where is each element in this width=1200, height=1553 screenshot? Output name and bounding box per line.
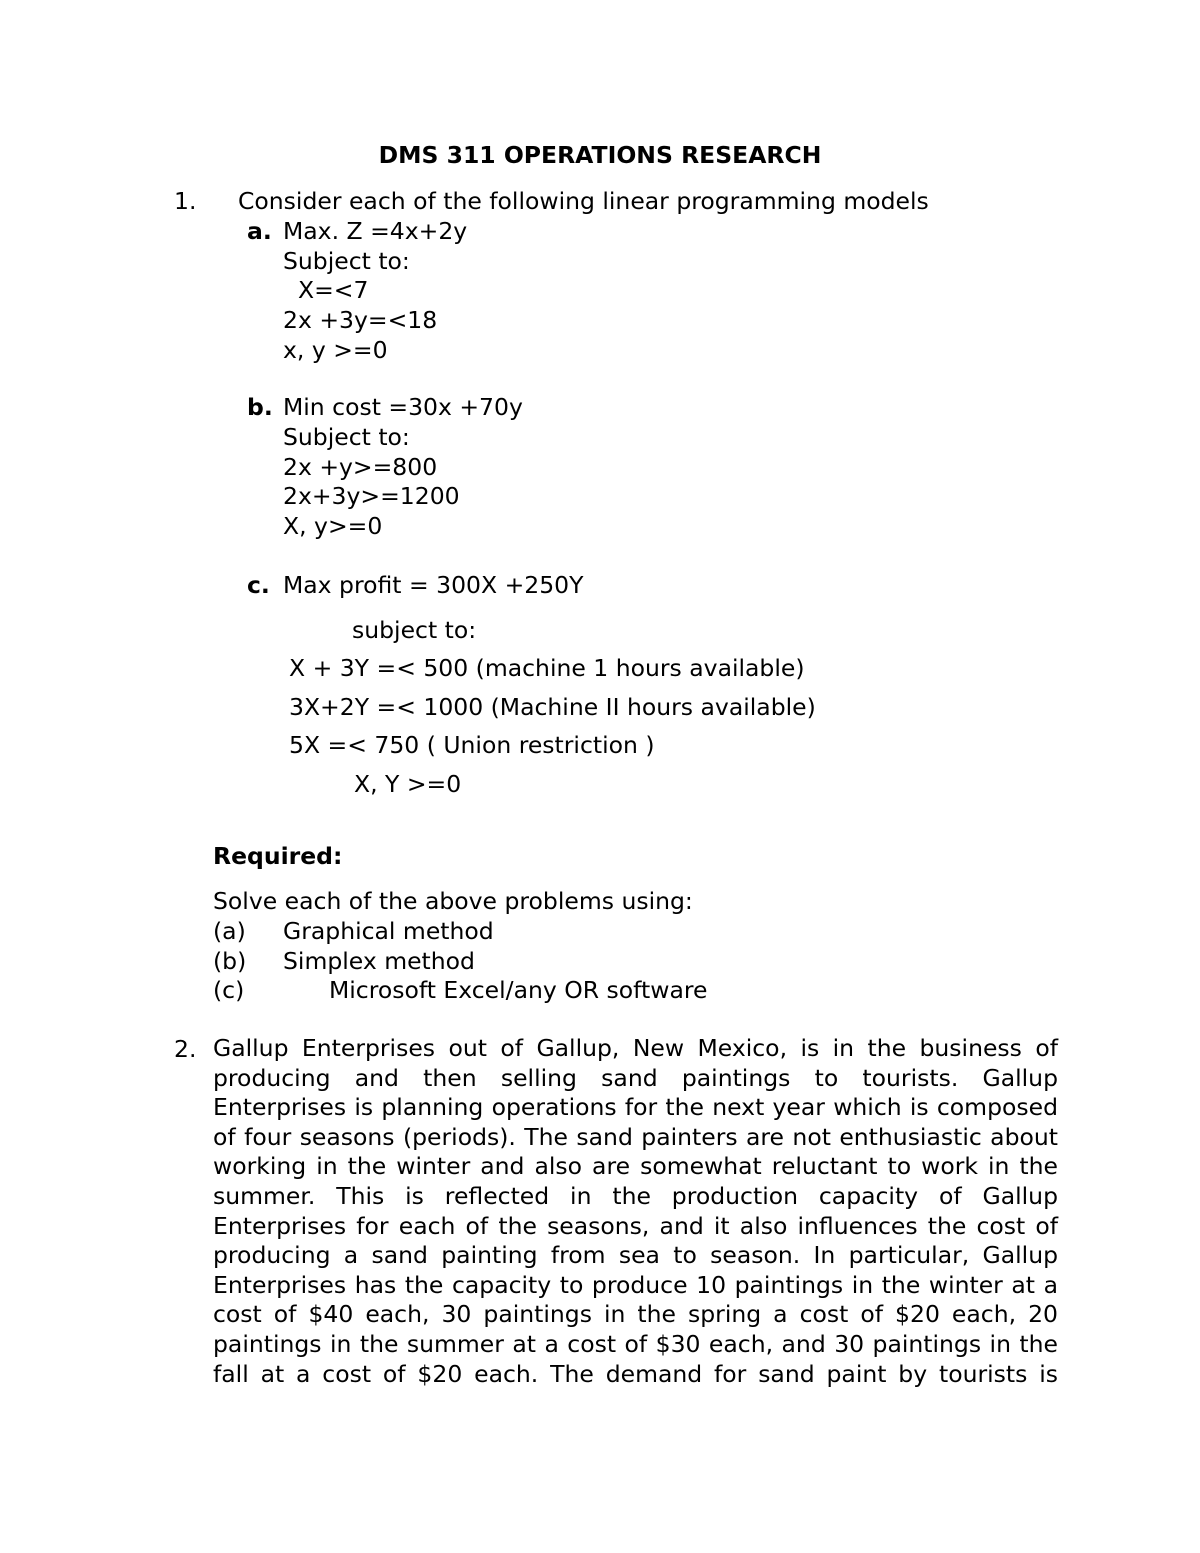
method-text: Graphical method <box>283 917 494 945</box>
model-a-constraint: x, y >=0 <box>283 336 388 364</box>
model-c-label: c. <box>247 571 270 599</box>
model-b-constraint: 2x+3y>=1200 <box>283 482 460 510</box>
method-text: Microsoft Excel/any OR software <box>329 976 708 1004</box>
paragraph-line: producing and then selling sand paintings to tourists. Gallup <box>213 1063 1058 1092</box>
question-1-number: 1. <box>174 187 197 215</box>
method-label: (a) <box>213 917 246 945</box>
model-a-constraint: 2x +3y=<18 <box>283 306 438 334</box>
paragraph-line: Enterprises for each of the seasons, and it also influences the cost of <box>213 1211 1058 1240</box>
model-b-constraint: 2x +y>=800 <box>283 453 438 481</box>
paragraph-line: fall at a cost of $20 each. The demand for sand paint by tourists is <box>213 1359 1058 1388</box>
model-c-constraint: 5X =< 750 ( Union restriction ) <box>289 731 655 759</box>
required-intro: Solve each of the above problems using: <box>213 887 693 915</box>
question-2-number: 2. <box>174 1035 197 1063</box>
model-b-label: b. <box>247 393 273 421</box>
paragraph-line: producing a sand painting from sea to season. In particular, Gallup <box>213 1241 1058 1270</box>
paragraph-line: Enterprises has the capacity to produce 10 paintings in the winter at a <box>213 1270 1058 1299</box>
question-2-paragraph <box>213 1034 1058 1389</box>
question-1-intro: Consider each of the following linear programming models <box>238 187 929 215</box>
paragraph-line: paintings in the summer at a cost of $30 each, and 30 paintings in the <box>213 1329 1058 1358</box>
paragraph-line: cost of $40 each, 30 paintings in the spring a cost of $20 each, 20 <box>213 1300 1058 1329</box>
document-title: DMS 311 OPERATIONS RESEARCH <box>378 141 822 169</box>
model-b-subject: Subject to: <box>283 423 410 451</box>
model-c-constraint: X, Y >=0 <box>354 770 462 798</box>
method-text: Simplex method <box>283 947 475 975</box>
model-a-subject: Subject to: <box>283 247 410 275</box>
paragraph-line: Enterprises is planning operations for the next year which is composed <box>213 1093 1058 1122</box>
paragraph-line: working in the winter and also are somewhat reluctant to work in the <box>213 1152 1058 1181</box>
model-c-subject: subject to: <box>352 616 477 644</box>
method-label: (b) <box>213 947 247 975</box>
model-c-constraint: X + 3Y =< 500 (machine 1 hours available) <box>289 654 805 682</box>
paragraph-line: of four seasons (periods). The sand painters are not enthusiastic about <box>213 1122 1058 1151</box>
model-c-objective: Max profit = 300X +250Y <box>283 571 584 599</box>
required-label: Required: <box>213 842 343 870</box>
model-c-constraint: 3X+2Y =< 1000 (Machine II hours available) <box>289 693 816 721</box>
model-b-objective: Min cost =30x +70y <box>283 393 523 421</box>
method-label: (c) <box>213 976 245 1004</box>
paragraph-line: summer. This is reflected in the production capacity of Gallup <box>213 1181 1058 1210</box>
model-a-label: a. <box>247 217 272 245</box>
model-a-objective: Max. Z =4x+2y <box>283 217 468 245</box>
model-b-constraint: X, y>=0 <box>283 512 383 540</box>
paragraph-line: Gallup Enterprises out of Gallup, New Mexico, is in the business of <box>213 1034 1058 1062</box>
model-a-constraint: X=<7 <box>298 276 369 304</box>
